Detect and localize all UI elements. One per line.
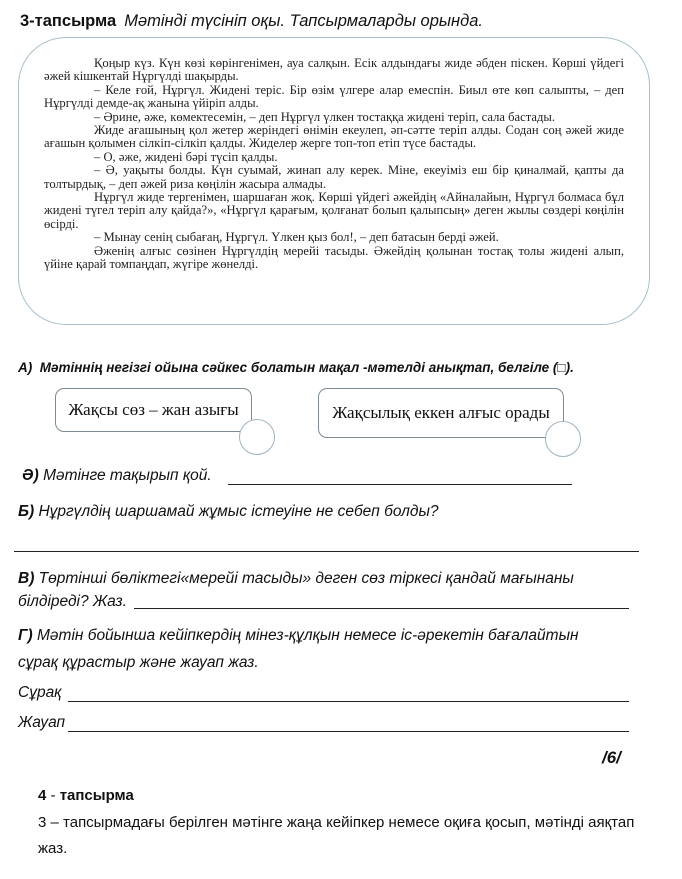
proverb-option-2-text: Жақсылық еккен алғыс орады (332, 403, 550, 422)
task4-number: 4 (38, 787, 47, 804)
task3-number: 3-тапсырма (20, 12, 117, 30)
proverb-option-1-checkbox-circle[interactable] (239, 419, 275, 455)
story-paragraph: Қоңыр күз. Күн көзі көрінгенімен, ауа салқын. Есік алдындағы жиде әбден піскен. Көрші үйдегі әжей кішкентай Нұргүлді шақырды. (44, 56, 624, 84)
question-ae-label: Ә) (22, 467, 39, 484)
story-paragraph: – Әрине, әже, көмектесемін, – деп Нұргүл үлкен тостаққа жидені теріп, сала бастады. (94, 109, 555, 124)
title-answer-line[interactable] (228, 484, 572, 485)
question-g-line2 (18, 654, 259, 672)
question-a-label: А) (18, 360, 33, 375)
reason-answer-line[interactable] (14, 551, 639, 552)
question-v-label: В) (18, 570, 35, 587)
task4-instruction: 3 – тапсырмадағы берілген мәтінге жаңа кейіпкер немесе оқиға қосып, мәтінді аяқтап жаз. (38, 814, 635, 857)
question-g (18, 627, 579, 645)
story-paragraph: Жиде ағашының қол жетер жеріндегі өнімін екеулеп, әп-сәтте теріп алды. Содан соң әжей жиде ағашын қолымен сілкіп-сілкіп қалды. Жиделер жерге топ-топ етіп түсе бастады. (44, 123, 624, 151)
question-a (18, 360, 574, 375)
proverb-option-2 (318, 388, 564, 438)
answer-answer-line[interactable] (68, 731, 629, 732)
question-b-text: Нұргүлдің шаршамай жұмыс істеуіне не себеп болды? (38, 503, 439, 520)
question-answer-line[interactable] (68, 701, 629, 702)
task3-heading (20, 12, 483, 31)
question-ae-text: Мәтінге тақырып қой. (43, 467, 212, 484)
question-prompt-label: Сұрақ (18, 684, 62, 701)
meaning-answer-line[interactable] (134, 608, 629, 609)
story-paragraph: – О, әже, жидені бәрі түсіп қалды. (94, 149, 278, 164)
story-paragraph: – Ә, уақыты болды. Күн суымай, жинап алу керек. Міне, екеуіміз еш бір қиналмай, қапты да толтырдық, – деп әжей риза көңілін жасыра алмады. (44, 163, 624, 191)
proverb-option-1 (55, 388, 252, 432)
story-paragraph: – Келе ғой, Нұргүл. Жидені теріс. Бір өзім үлгере алар емеспін. Биыл өте көп салыпты, – деп Нұргүлді демде-ақ жанына үйіріп алды. (44, 82, 624, 111)
question-g-text-line1: Мәтін бойынша кейіпкердің мінез-құлқын немесе іс-әрекетін бағалайтын (37, 627, 579, 644)
story-text (44, 57, 624, 272)
question-v (18, 570, 574, 588)
proverb-option-2-checkbox-circle[interactable] (545, 421, 581, 457)
task4-dash: - (46, 787, 60, 804)
question-ae (22, 467, 212, 485)
question-v-text-line2: білдіреді? Жаз. (18, 593, 127, 610)
proverb-option-1-text: Жақсы сөз – жан азығы (68, 400, 239, 419)
question-v-text-line1: Төртінші бөліктегі«мерейі тасыды» деген сөз тіркесі қандай мағынаны (38, 570, 574, 587)
question-v-line2 (18, 593, 127, 611)
question-g-text-line2: сұрақ құрастыр және жауап жаз. (18, 654, 259, 671)
question-b-label: Б) (18, 503, 35, 520)
story-paragraph: – Мынау сенің сыбағаң, Нұргүл. Үлкен қыз бол!, – деп батасын берді әжей. (94, 230, 499, 245)
answer-prompt-label: Жауап (18, 714, 66, 731)
question-b (18, 503, 438, 521)
task4-title: тапсырма (59, 787, 134, 804)
story-paragraph: Әженің алғыс сөзінен Нұргүлдің мерейі тасыды. Әжейдің қолынан тостақ толы жидені алып, үйіне қарай томпаңдап, жүгіре жөнелді. (44, 243, 624, 272)
score: /6/ (602, 748, 621, 767)
story-paragraph: Нұргүл жиде тергенімен, шаршаған жоқ. Көрші үйдегі әжейдің «Айналайын, Нұргүл болмаса бұл жидені түгел теріп алу қайда?», «Нұргүл қарағым, қолғанат болып қалыпсың» деген жылы сөздері көңілін өсірді. (44, 190, 624, 231)
question-a-text: Мәтіннің негізгі ойына сәйкес болатын мақал -мәтелді анықтап, белгіле (□). (39, 360, 574, 375)
question-g-label: Г) (18, 627, 33, 644)
task3-instruction: Мәтінді түсініп оқы. Тапсырмаларды орында. (124, 12, 484, 30)
task4-heading (38, 787, 134, 804)
